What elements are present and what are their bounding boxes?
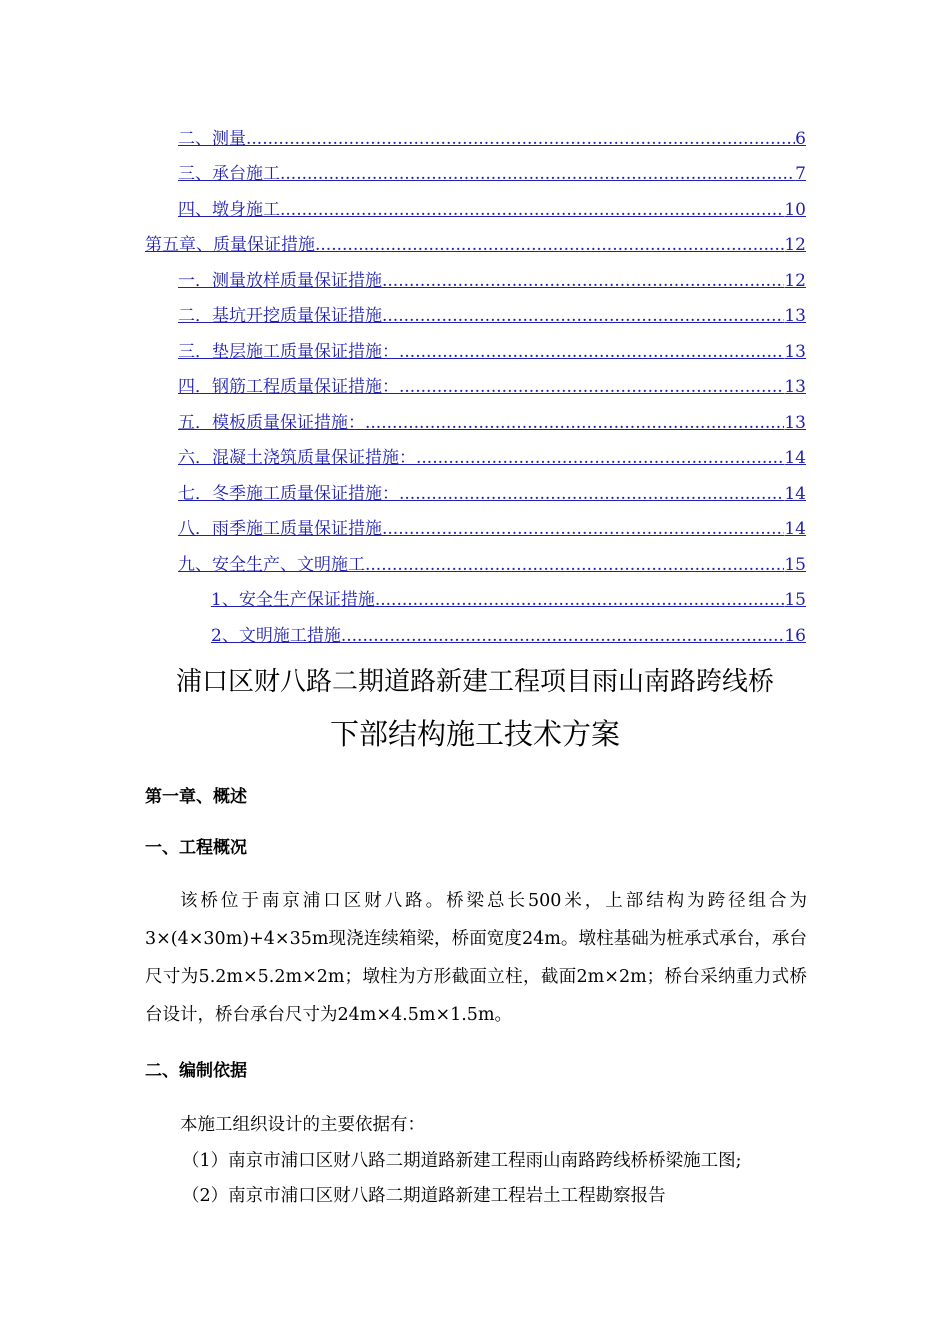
document-title-line2: 下部结构施工技术方案	[329, 717, 620, 751]
toc-entry-label: 九、安全生产、文明施工	[178, 555, 365, 575]
toc-leader-dots	[341, 625, 785, 647]
section-heading: 一、工程概况	[145, 838, 247, 858]
toc-entry[interactable]	[178, 510, 806, 540]
toc-entry-label: 一．测量放样质量保证措施	[178, 271, 382, 291]
toc-entry-label: 六．混凝土浇筑质量保证措施：	[178, 448, 416, 468]
toc-entry-page: 14	[784, 484, 806, 504]
toc-entry[interactable]	[178, 475, 806, 505]
toc-leader-dots	[382, 270, 784, 292]
toc-entry-label: 二．基坑开挖质量保证措施	[178, 306, 382, 326]
toc-entry-page: 13	[784, 342, 806, 362]
toc-entry-page: 12	[784, 271, 806, 291]
toc-entry-label: 四．钢筋工程质量保证措施：	[178, 377, 399, 397]
toc-entry-label: 2、文明施工措施	[211, 626, 341, 646]
document-title-line1: 浦口区财八路二期道路新建工程项目雨山南路跨线桥	[175, 667, 774, 697]
toc-leader-dots	[399, 341, 784, 363]
basis-intro: 本施工组织设计的主要依据有：	[180, 1115, 425, 1135]
toc-entry[interactable]	[178, 404, 806, 434]
toc-leader-dots	[382, 518, 784, 540]
toc-entry-page: 16	[784, 626, 806, 646]
toc-entry-page: 15	[784, 590, 806, 610]
toc-entry[interactable]	[211, 617, 806, 647]
toc-entry-page: 13	[784, 413, 806, 433]
toc-leader-dots	[280, 163, 795, 185]
toc-entry[interactable]	[178, 333, 806, 363]
toc-entry-page: 13	[784, 306, 806, 326]
toc-entry[interactable]	[145, 226, 806, 256]
toc-entry[interactable]	[178, 120, 806, 150]
toc-leader-dots	[416, 447, 784, 469]
toc-entry-label: 1、安全生产保证措施	[211, 590, 375, 610]
toc-entry-page: 12	[784, 235, 806, 255]
toc-entry[interactable]	[178, 191, 806, 221]
toc-entry-page: 10	[784, 200, 806, 220]
toc-entry-page: 15	[784, 555, 806, 575]
toc-entry-page: 13	[784, 377, 806, 397]
toc-entry[interactable]	[178, 155, 806, 185]
toc-leader-dots	[315, 234, 784, 256]
toc-leader-dots	[399, 376, 784, 398]
toc-entry[interactable]	[178, 546, 806, 576]
toc-leader-dots	[280, 199, 784, 221]
toc-entry-label: 二、测量	[178, 129, 246, 149]
toc-leader-dots	[382, 305, 784, 327]
toc-leader-dots	[246, 128, 795, 150]
toc-entry-page: 7	[795, 164, 806, 184]
chapter-heading: 第一章、概述	[145, 787, 247, 807]
toc-entry-page: 6	[795, 129, 806, 149]
toc-entry[interactable]	[178, 262, 806, 292]
basis-item: （2）南京市浦口区财八路二期道路新建工程岩土工程勘察报告	[182, 1186, 666, 1206]
toc-entry-page: 14	[784, 448, 806, 468]
toc-entry[interactable]	[178, 368, 806, 398]
toc-entry-label: 四、墩身施工	[178, 200, 280, 220]
toc-entry-label: 五．模板质量保证措施：	[178, 413, 365, 433]
toc-entry-label: 第五章、质量保证措施	[145, 235, 315, 255]
section-paragraph: 该桥位于南京浦口区财八路。桥梁总长500米，上部结构为跨径组合为3×(4×30m)+4×35m现浇连续箱梁，桥面宽度24m。墩柱基础为桩承式承台，承台尺寸为5.2m×5.2m×2m；墩柱为方形截面立柱，截面2m×2m；桥台采纳重力式桥台设计，桥台承台尺寸为24m×4.5m×1.5m。	[145, 891, 807, 1025]
toc-leader-dots	[365, 412, 784, 434]
toc-entry[interactable]	[178, 439, 806, 469]
toc-leader-dots	[375, 589, 785, 611]
toc-entry-label: 三、承台施工	[178, 164, 280, 184]
toc-entry[interactable]	[178, 297, 806, 327]
section-heading: 二、编制依据	[145, 1061, 247, 1081]
toc-leader-dots	[365, 554, 784, 576]
basis-item: （1）南京市浦口区财八路二期道路新建工程雨山南路跨线桥桥梁施工图;	[182, 1151, 742, 1171]
toc-leader-dots	[399, 483, 784, 505]
toc-entry-label: 七．冬季施工质量保证措施：	[178, 484, 399, 504]
toc-entry-label: 三．垫层施工质量保证措施：	[178, 342, 399, 362]
toc-entry[interactable]	[211, 581, 806, 611]
toc-entry-page: 14	[784, 519, 806, 539]
toc-entry-label: 八．雨季施工质量保证措施	[178, 519, 382, 539]
